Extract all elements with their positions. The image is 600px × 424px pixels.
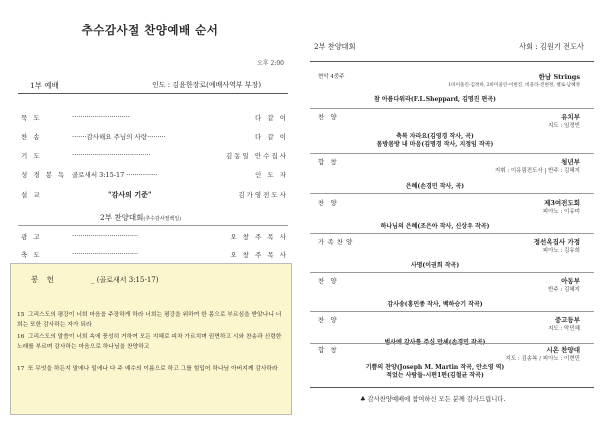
program-category: 찬 양	[318, 277, 339, 285]
program-performer: 시온 찬양대	[546, 346, 580, 354]
program-item	[310, 112, 594, 152]
verse-text: 또 무엇을 하든지 말에나 일에나 다 주 예수의 이름으로 하고 그를 힘입어 하나님 아버지께 감사하라	[27, 366, 278, 372]
order-row-person: 다 같 이	[255, 133, 288, 141]
order-row-content: 골로새서 3:15-17 ···············	[72, 171, 158, 179]
order-row-label: 묵 도	[21, 114, 42, 122]
order-row-label: 기 도	[21, 152, 42, 160]
program-performer: 청년부	[561, 158, 580, 166]
program-category: 가 족 찬 양	[318, 238, 353, 246]
program-song: 하나님의 은혜(조은아 작사, 신상우 작곡)	[380, 223, 490, 230]
program-song: 사명(이권희 작곡)	[410, 262, 460, 269]
right-header-host: 사회 : 김원기 전도사	[519, 42, 584, 51]
order-row-content: ·······감사해요 주님의 사랑·········	[72, 133, 166, 141]
order-row-label: 설 교	[21, 191, 42, 199]
program-song: 감사송(홍민종 작사, 백하승기 작곡)	[387, 301, 483, 308]
first-service-leader: 인도 : 김윤한장로(예배사역부 부장)	[152, 81, 262, 89]
program-song: 참 아름다워라(F.L.Sheppard, 김명진 편곡)	[374, 96, 496, 103]
order-row-content: ····························	[72, 113, 130, 121]
order-row-person: 오 창 주 목 사	[230, 251, 288, 259]
program-performer: 한남 Strings	[538, 73, 580, 81]
service-time: 오후 2:00	[257, 60, 284, 67]
program-details: 지휘 : 이유림전도사 | 반주 : 김혜지	[494, 168, 580, 174]
order-row-content: ································	[72, 250, 139, 258]
order-row	[18, 232, 288, 244]
program-item	[310, 72, 594, 106]
program-category: 합 창	[318, 346, 339, 354]
sermon-title: "감사의 기준"	[108, 190, 152, 199]
program-song: 몸방몸방 내 마음(김명경 작사, 지정임 작곡)	[376, 141, 494, 148]
divider	[310, 387, 594, 388]
program-category: 현악 4중주	[318, 74, 345, 80]
page-title: 추수감사절 찬양예배 순서	[81, 23, 219, 37]
verse-number: 16	[17, 334, 25, 340]
order-row-label: 광 고	[21, 233, 42, 241]
order-row	[18, 170, 288, 182]
first-service-label: 1부 예배	[30, 81, 59, 90]
divider	[310, 311, 594, 312]
program-item	[310, 237, 594, 271]
verse-text: 그리스도의 평강이 너희 마음을 주장하게 하라 너희는 평강을 위하여 한 몸으로 부르심을 받았나니 너희는 또한 감사하는 자가 되라	[17, 312, 282, 328]
program-performer: 정선옥집사 가정	[533, 238, 580, 246]
verse	[17, 364, 283, 374]
program-performer: 유치부	[561, 113, 580, 121]
verse-text: 그리스도의 말씀이 너희 속에 풍성히 거하여 모든 지혜로 피차 가르치며 권면하고 시와 찬송과 신령한 노래를 부르며 감사하는 마음으로 하나님을 찬양하고	[17, 334, 282, 350]
program-details: 지도 : 임정빈	[548, 123, 580, 129]
program-song: 적었는 사람들-시편1편(김철균 작곡)	[386, 372, 484, 379]
order-row	[18, 250, 288, 262]
order-row	[18, 132, 288, 144]
offering-title: 봉 헌	[31, 275, 57, 284]
program-song: 은혜(손경민 작사, 곡)	[405, 183, 465, 190]
program-details: 반주 : 김혜지	[548, 287, 580, 293]
program-item	[310, 276, 594, 310]
program-details: 지도 : 막민혜	[548, 326, 580, 332]
order-row-person: 김가영전도사	[238, 191, 288, 199]
program-category: 합 창	[318, 158, 339, 166]
order-row-sermon	[18, 190, 288, 202]
divider	[18, 93, 288, 94]
verse	[17, 310, 283, 330]
second-service-label	[100, 212, 181, 223]
verse	[17, 332, 283, 352]
order-row-label: 축 도	[21, 251, 42, 259]
order-row-person: 김동일 안수집사	[225, 152, 288, 160]
program-performer: 제3여전도회	[544, 199, 580, 207]
offering-scripture-box	[10, 263, 292, 415]
program-category: 찬 양	[318, 316, 339, 324]
program-details: 피아노 : 이유미	[542, 209, 580, 215]
program-songs	[310, 133, 560, 149]
divider	[310, 272, 594, 273]
divider	[310, 343, 594, 344]
divider	[310, 233, 594, 234]
order-row-content: ································	[72, 232, 139, 240]
program-details: 1바이올린-김정하, 2바이올린-이현진, 비올라-전현정, 첼로-남혜정	[448, 83, 580, 88]
closing-note: ♣ 감사찬양예배에 참여하신 모든 분께 감사드립니다.	[360, 396, 506, 403]
second-service-note: (추수감사절백일)	[143, 216, 182, 222]
program-details: 피아노 : 김유희	[542, 248, 580, 254]
program-details: 지도 : 김송복 / 피아노 : 이현민	[505, 356, 580, 362]
scripture-reference: _ (골로새서 3:15-17)	[91, 276, 159, 284]
program-song: 축복 자라요(김영경 작사, 곡)	[396, 133, 474, 140]
verse-number: 15	[17, 312, 25, 318]
divider	[18, 225, 288, 226]
order-row-label: 성 경 봉 독	[21, 171, 67, 179]
verse-number: 17	[17, 366, 25, 372]
program-performer: 아동부	[561, 277, 580, 285]
divider	[310, 61, 594, 62]
order-row-person: 오 창 주 목 사	[230, 233, 288, 241]
second-service-title: 2부 찬양대회	[100, 213, 144, 222]
praise-competition-page	[300, 0, 600, 424]
order-row	[18, 113, 288, 125]
program-item	[310, 345, 594, 385]
divider	[310, 153, 594, 154]
program-item	[310, 157, 594, 191]
divider	[310, 108, 594, 109]
program-performer: 중고등부	[554, 316, 580, 324]
order-row-content: ······································	[72, 151, 151, 159]
order-row-person: 인 도 자	[255, 171, 288, 179]
order-row	[18, 151, 288, 163]
program-category: 찬 양	[318, 199, 339, 207]
program-songs	[310, 364, 560, 380]
order-row-label: 찬 송	[21, 133, 42, 141]
program-song: 기쁨의 찬양(Joseph M. Martin 작곡, 안소영 역)	[365, 364, 505, 371]
program-item	[310, 198, 594, 232]
divider	[310, 193, 594, 194]
right-header-title: 2부 찬양대회	[314, 42, 356, 51]
program-song: 범사에 감사를 주십 만세(손경민 작곡)	[384, 339, 486, 346]
order-row-person: 다 같 이	[255, 114, 288, 122]
program-category: 찬 양	[318, 113, 339, 121]
